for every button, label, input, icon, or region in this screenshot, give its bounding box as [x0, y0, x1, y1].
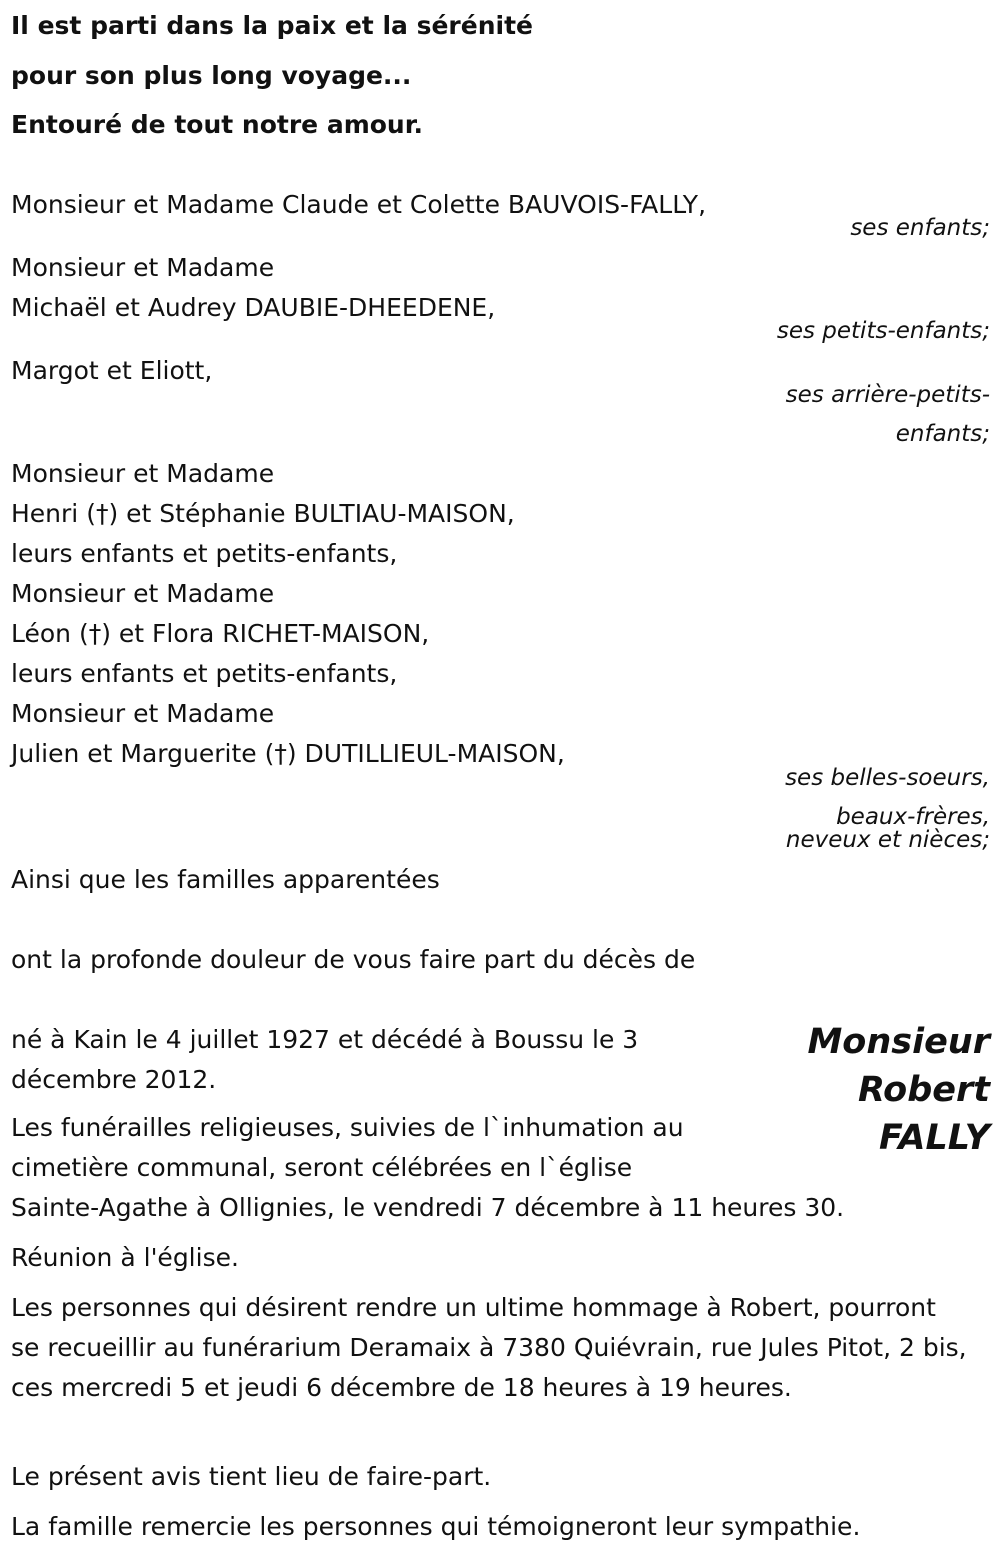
greatgrandchildren-role-2: enfants;	[895, 421, 990, 447]
thanks-info: La famille remercie les personnes qui témoigneront leur sympathie.	[11, 1512, 861, 1541]
greatgrandchildren-role-1: ses arrière-petits-	[785, 382, 990, 408]
funeral-line-1: Les funérailles religieuses, suivies de l`inhumation au	[11, 1113, 684, 1142]
inlaw-line: Henri (†) et Stéphanie BULTIAU-MAISON,	[11, 499, 515, 528]
inlaws-role-1: ses belles-soeurs,	[785, 765, 990, 791]
inlaws-role-3: neveux et nièces;	[785, 827, 990, 853]
meeting-info: Réunion à l'église.	[11, 1243, 239, 1272]
homage-info: Les personnes qui désirent rendre un ultime hommage à Robert, pourront se recueillir au funérarium Deramaix à 7380 Quiévrain, rue Jules Pitot, 2 bis, ces mercredi 5 et jeudi 6 décembre de 18 heures à 19 heures.	[11, 1293, 967, 1402]
inlaw-line: Monsieur et Madame	[11, 699, 275, 728]
inlaw-line: Monsieur et Madame	[11, 459, 275, 488]
funeral-line-3: Sainte-Agathe à Ollignies, le vendredi 7 décembre à 11 heures 30.	[11, 1193, 845, 1222]
related-families: Ainsi que les familles apparentées	[11, 865, 440, 894]
intro-line-2: pour son plus long voyage...	[11, 61, 412, 90]
deceased-name-line-1: Monsieur	[807, 1022, 990, 1062]
grandchildren-role: ses petits-enfants;	[776, 318, 990, 344]
inlaws-role-2: beaux-frères,	[836, 804, 990, 830]
greatgrandchildren-names: Margot et Eliott,	[11, 356, 213, 385]
announcement: ont la profonde douleur de vous faire part du décès de	[11, 945, 696, 974]
children-role: ses enfants;	[850, 215, 990, 241]
grandchildren-names: Michaël et Audrey DAUBIE-DHEEDENE,	[11, 293, 496, 322]
deceased-name-line-2: Robert	[857, 1070, 990, 1110]
deceased-name-line-3: FALLY	[879, 1118, 990, 1158]
inlaw-line: Monsieur et Madame	[11, 579, 275, 608]
notice-info: Le présent avis tient lieu de faire-part.	[11, 1462, 492, 1491]
inlaw-line: leurs enfants et petits-enfants,	[11, 539, 398, 568]
intro-line-1: Il est parti dans la paix et la sérénité	[11, 11, 533, 40]
funeral-line-2: cimetière communal, seront célébrées en l`église	[11, 1153, 633, 1182]
grandchildren-title: Monsieur et Madame	[11, 253, 275, 282]
children-names: Monsieur et Madame Claude et Colette BAUVOIS-FALLY,	[11, 190, 707, 219]
birth-death-info: né à Kain le 4 juillet 1927 et décédé à Boussu le 3 décembre 2012.	[11, 1025, 639, 1094]
inlaw-line: leurs enfants et petits-enfants,	[11, 659, 398, 688]
intro-line-3: Entouré de tout notre amour.	[11, 110, 423, 139]
inlaw-line: Julien et Marguerite (†) DUTILLIEUL-MAISON,	[11, 739, 565, 768]
inlaw-line: Léon (†) et Flora RICHET-MAISON,	[11, 619, 430, 648]
